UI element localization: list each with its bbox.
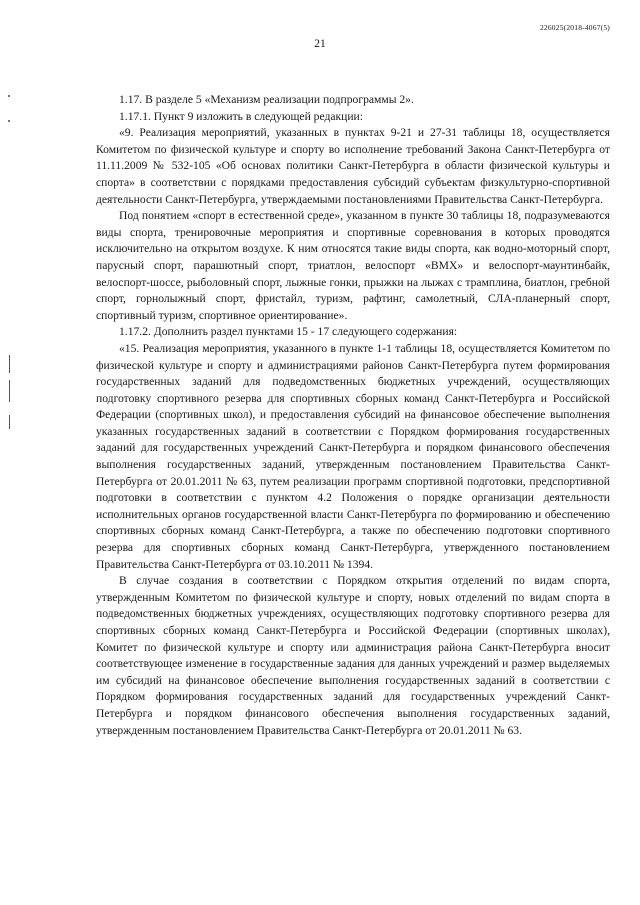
scan-mark	[8, 95, 10, 97]
scan-mark	[9, 355, 10, 373]
scan-mark	[9, 415, 10, 429]
scan-mark	[8, 120, 10, 122]
paragraph-1-17-2: 1.17.2. Дополнить раздел пунктами 15 - 17 следующего содержания:	[119, 325, 458, 339]
paragraph-1-17-1: 1.17.1. Пункт 9 изложить в следующей редакции:	[119, 109, 363, 123]
document-code: 226025(2018-4067(5)	[539, 23, 610, 32]
paragraph-new-departments: В случае создания в соответствии с Порядком открытия отделений по видам спорта, утвержденным Комитетом по физической культуре и спорту, новых отделений по видам спорта в подведомственных бюджетных учреждениях, осуществляющих подготовку спортивного резерва для спортивных сборных команд Санкт-Петербурга и Российской Федерации (спортивных школах), Комитет по физической культуре и спорту или администрация района Санкт-Петербурга вносит соответствующее изменение в государственные задания для данных учреждений и размер выделяемых им субсидий на финансовое обеспечение выполнения государственных заданий в соответствии с Порядком формирования государственных заданий для государственных учреждений Санкт-Петербурга и порядком финансового обеспечения выполнения государственных заданий, утвержденным постановлением Правительства Санкт-Петербурга от 20.01.2011 № 63.	[96, 574, 610, 737]
paragraph-item-9: «9. Реализация мероприятий, указанных в пунктах 9-21 и 27-31 таблицы 18, осуществляется Комитетом по физической культуре и спорту во исполнение требований Закона Санкт-Петербурга от 11.11.2009 № 532-105 «Об основах политики Санкт-Петербурга в области физической культуры и спорта» в соответствии с порядками предоставления субсидий субъектам физкультурно-спортивной деятельности Санкт-Петербурга, утверждаемыми постановлениями Правительства Санкт-Петербурга.	[96, 126, 610, 206]
paragraph-item-15: «15. Реализация мероприятия, указанного в пункте 1-1 таблицы 18, осуществляется Комитетом по физической культуре и спорту и администрациями районов Санкт-Петербурга путем формирования государственных заданий для подведомственных бюджетных учреждений, осуществляющих подготовку спортивного резерва для спортивных сборных команд Санкт-Петербурга и Российской Федерации (спортивных школ), и предоставления субсидий на финансовое обеспечение выполнения указанных государственных заданий в соответствии с Порядком формирования государственных заданий для государственных учреждений Санкт-Петербурга и порядком финансового обеспечения выполнения государственных заданий, утвержденным постановлением Правительства Санкт-Петербурга от 20.01.2011 № 63, путем реализации программ спортивной подготовки, предспортивной подготовки в соответствии с пунктом 4.2 Положения о порядке организации деятельности исполнительных органов государственной власти Санкт-Петербурга по формированию и обеспечению спортивных сборных команд Санкт-Петербурга, а также по обеспечению подготовки спортивного резерва для спортивных сборных команд Санкт-Петербурга, утвержденного постановлением Правительства Санкт-Петербурга от 03.10.2011 № 1394.	[96, 341, 610, 571]
scan-mark	[9, 380, 10, 402]
paragraph-section-1-17: 1.17. В разделе 5 «Механизм реализации подпрограммы 2».	[119, 93, 414, 106]
page-number: 21	[314, 38, 326, 50]
paragraph-natural-sport: Под понятием «спорт в естественной среде», указанном в пункте 30 таблицы 18, подразумеваются виды спорта, тренировочные мероприятия и спортивные соревнования в которых проводятся исключительно на открытом воздухе. К ним относятся такие виды спорта, как водно-моторный спорт, парусный спорт, парашютный спорт, триатлон, велоспорт «BMX» и велоспорт-маунтинбайк, велоспорт-шоссе, рыболовный спорт, лыжные гонки, прыжки на лыжах с трамплина, биатлон, гребной спорт, горнолыжный спорт, фристайл, туризм, рафтинг, самолетный, СЛА-планерный спорт, спортивный туризм, спортивное ориентирование».	[96, 209, 610, 322]
document-body	[96, 92, 610, 739]
